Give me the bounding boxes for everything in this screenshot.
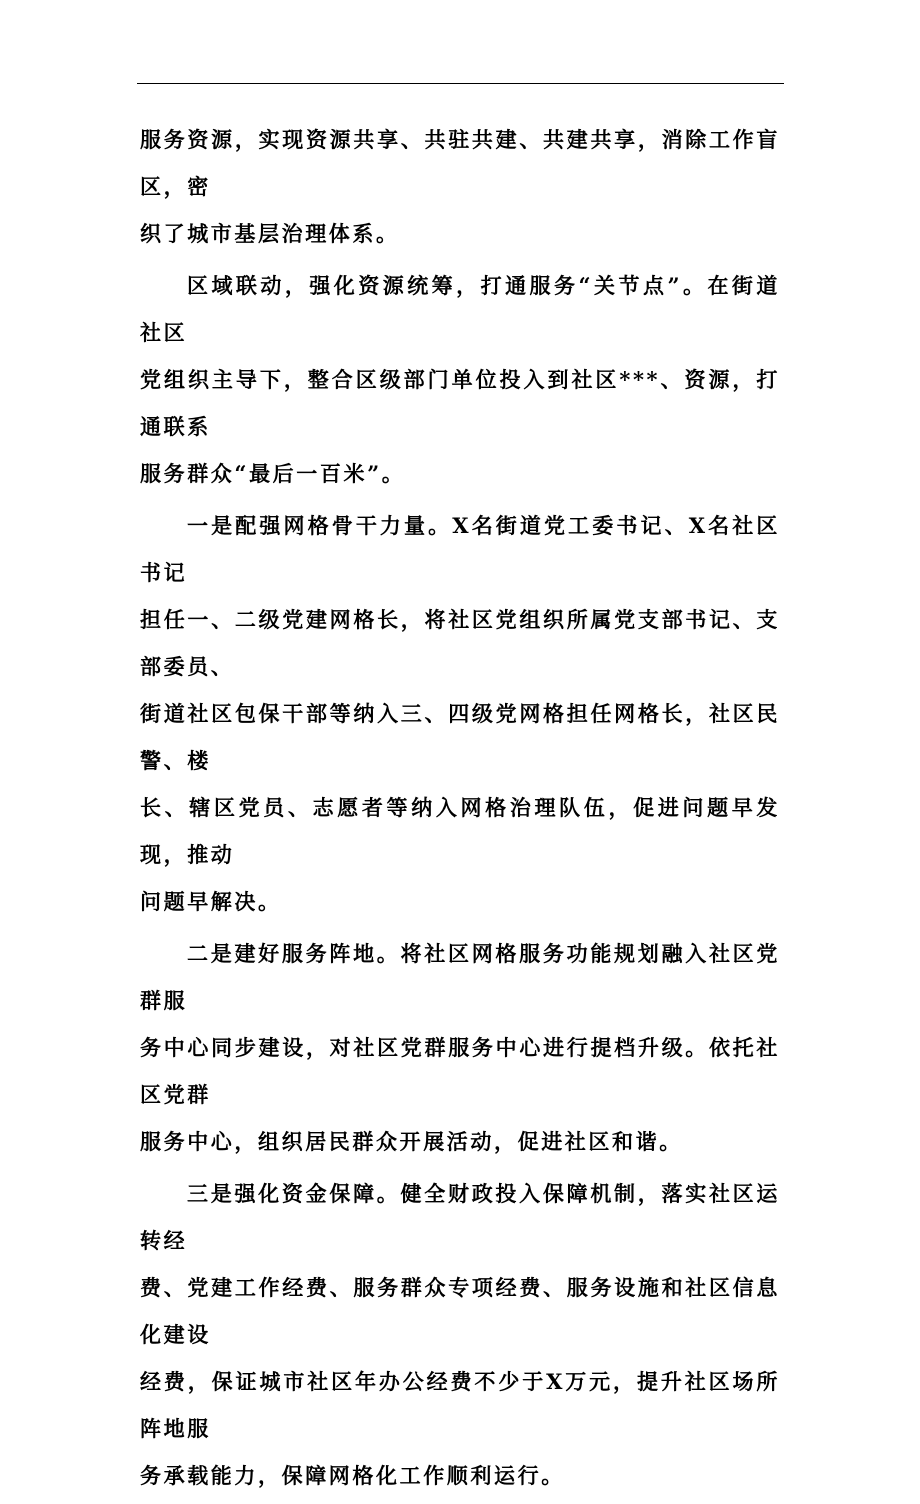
text-line: 二是建好服务阵地。将社区网格服务功能规划融入社区党群服: [140, 941, 780, 1013]
text-line: 街道社区包保干部等纳入三、四级党网格担任网格长，社区民警、楼: [140, 701, 780, 773]
text-line: 区域联动，强化资源统筹，打通服务“关节点”。在街道社区: [140, 273, 780, 345]
text-line: 经费，保证城市社区年办公经费不少于X万元，提升社区场所阵地服: [140, 1369, 780, 1441]
text-line: 服务群众“最后一百米”。: [140, 461, 406, 486]
paragraph-2: [140, 262, 780, 497]
text-line: 问题早解决。: [140, 889, 282, 914]
text-line: 担任一、二级党建网格长，将社区党组织所属党支部书记、支部委员、: [140, 607, 780, 679]
text-line: 务中心同步建设，对社区党群服务中心进行提档升级。依托社区党群: [140, 1035, 780, 1107]
text-line: 党组织主导下，整合区级部门单位投入到社区***、资源，打通联系: [140, 367, 780, 439]
paragraph-4: [140, 930, 780, 1165]
text-line: 服务资源，实现资源共享、共驻共建、共建共享，消除工作盲区，密: [140, 127, 780, 199]
text-line: 费、党建工作经费、服务群众专项经费、服务设施和社区信息化建设: [140, 1275, 780, 1347]
paragraph-1: [140, 116, 780, 257]
text-line: 一是配强网格骨干力量。X名街道党工委书记、X名社区书记: [140, 513, 780, 585]
paragraph-3: [140, 502, 780, 925]
text-line: 三是强化资金保障。健全财政投入保障机制，落实社区运转经: [140, 1181, 780, 1253]
document-body: [140, 116, 780, 1504]
header-rule: [137, 83, 784, 84]
text-line: 长、辖区党员、志愿者等纳入网格治理队伍，促进问题早发现，推动: [140, 795, 780, 867]
text-line: 服务中心，组织居民群众开展活动，促进社区和谐。: [140, 1129, 683, 1154]
text-line: 务承载能力，保障网格化工作顺利运行。: [140, 1463, 565, 1488]
paragraph-5: [140, 1170, 780, 1499]
text-line: 织了城市基层治理体系。: [140, 221, 400, 246]
